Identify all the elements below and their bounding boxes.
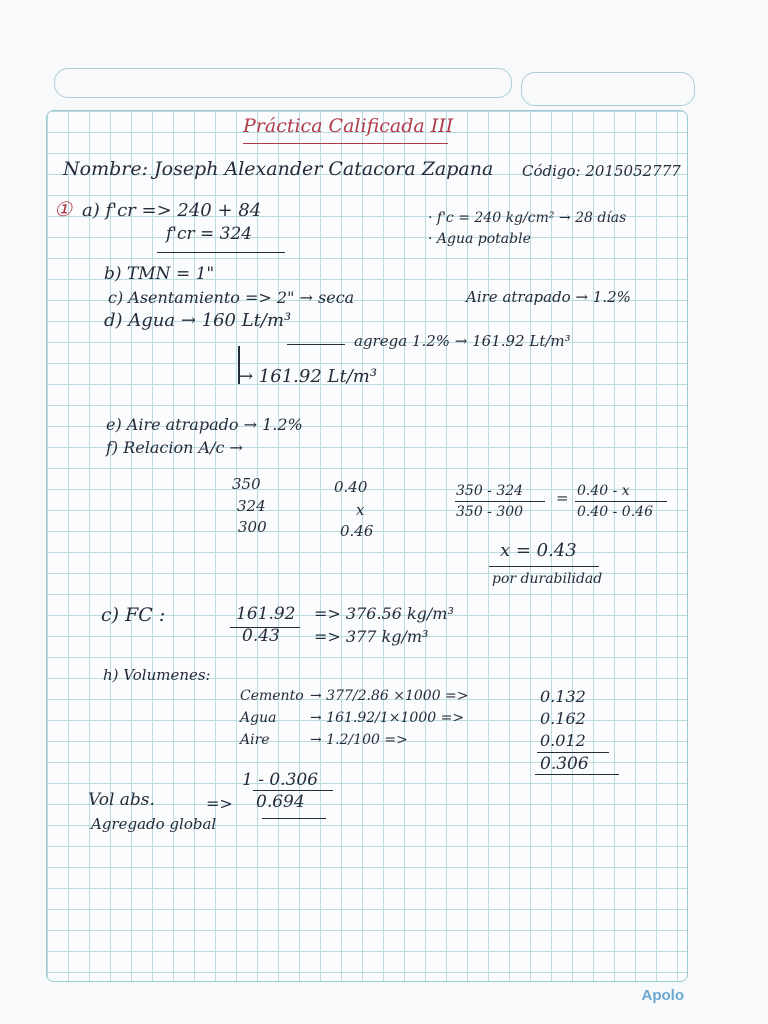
final-value: 0.694 bbox=[256, 792, 305, 812]
vol-row-3-calc: → 1.2/100 => bbox=[310, 732, 408, 748]
table-row-2-col-1: 324 bbox=[237, 497, 266, 515]
fc-label: c) FC : bbox=[101, 604, 166, 626]
vol-sum: 0.306 bbox=[540, 754, 589, 774]
vol-row-2-name: Agua bbox=[240, 710, 277, 726]
name-line: Nombre: Joseph Alexander Catacora Zapana bbox=[63, 158, 494, 180]
fc-numerator: 161.92 bbox=[236, 604, 296, 624]
vol-row-2-value: 0.162 bbox=[540, 709, 586, 728]
frac-equals: = bbox=[556, 489, 569, 507]
line-b: b) TMN = 1" bbox=[104, 264, 215, 284]
volumes-label: h) Volumenes: bbox=[103, 666, 211, 684]
vol-row-1-calc: → 377/2.86 ×1000 => bbox=[310, 688, 469, 704]
table-row-3-col-2: 0.46 bbox=[340, 522, 374, 540]
vol-row-1-value: 0.132 bbox=[540, 687, 586, 706]
note-fc: · f'c = 240 kg/cm² → 28 días bbox=[428, 210, 627, 226]
vol-sum-bracket bbox=[535, 774, 619, 775]
fc-result-2: => 377 kg/m³ bbox=[314, 627, 429, 646]
question-number: ① bbox=[54, 197, 72, 221]
frac2-bar bbox=[575, 501, 667, 502]
page-title: Práctica Calificada III bbox=[243, 115, 454, 137]
frac1-numerator: 350 - 324 bbox=[456, 483, 524, 499]
frac1-bar bbox=[455, 501, 545, 502]
vol-row-2-calc: → 161.92/1×1000 => bbox=[310, 710, 465, 726]
line-a2: f'cr = 324 bbox=[166, 224, 253, 244]
table-row-1-col-2: 0.40 bbox=[334, 478, 368, 496]
code-line: Código: 2015052777 bbox=[522, 162, 681, 180]
vol-sum-bar bbox=[537, 752, 609, 753]
x-result-bracket bbox=[489, 566, 599, 567]
title-underline bbox=[243, 143, 448, 144]
final-value-bracket bbox=[262, 818, 326, 819]
table-row-1-col-1: 350 bbox=[232, 475, 261, 493]
table-row-3-col-1: 300 bbox=[238, 518, 267, 536]
final-arrow: => bbox=[206, 794, 233, 813]
header-box-left bbox=[54, 68, 512, 98]
line-a1: a) f'cr => 240 + 84 bbox=[82, 200, 262, 221]
frac2-numerator: 0.40 - x bbox=[577, 483, 630, 499]
note-agua: · Agua potable bbox=[428, 231, 531, 247]
final-label-2: Agregado global bbox=[91, 815, 217, 833]
fc-result-1: => 376.56 kg/m³ bbox=[314, 604, 454, 623]
d-result: → 161.92 Lt/m³ bbox=[238, 366, 378, 387]
aire-note: Aire atrapado → 1.2% bbox=[466, 288, 631, 306]
vol-row-1-name: Cemento bbox=[240, 688, 304, 704]
final-calc: 1 - 0.306 bbox=[242, 770, 319, 790]
fc-denominator: 0.43 bbox=[242, 626, 280, 646]
vol-row-3-name: Aire bbox=[240, 732, 270, 748]
agrega-line: agrega 1.2% → 161.92 Lt/m³ bbox=[354, 332, 571, 350]
final-label-1: Vol abs. bbox=[88, 790, 155, 810]
frac1-denominator: 350 - 300 bbox=[456, 504, 524, 520]
line-e: e) Aire atrapado → 1.2% bbox=[106, 415, 303, 434]
table-row-2-col-2: x bbox=[356, 501, 365, 519]
final-value-top-bar bbox=[253, 790, 333, 791]
frac2-denominator: 0.40 - 0.46 bbox=[577, 504, 653, 520]
line-f: f) Relacion A/c → bbox=[106, 438, 243, 457]
x-result: x = 0.43 bbox=[500, 540, 577, 561]
brand-logo: Apolo bbox=[641, 987, 684, 1004]
vol-row-3-value: 0.012 bbox=[540, 731, 586, 750]
a2-bracket bbox=[157, 252, 285, 253]
grid-area bbox=[46, 110, 688, 982]
line-d: d) Agua → 160 Lt/m³ bbox=[104, 310, 292, 331]
x-result-note: por durabilidad bbox=[492, 571, 603, 587]
agrega-tick bbox=[287, 344, 345, 345]
header-box-right bbox=[521, 72, 695, 106]
line-c: c) Asentamiento => 2" → seca bbox=[108, 288, 355, 307]
